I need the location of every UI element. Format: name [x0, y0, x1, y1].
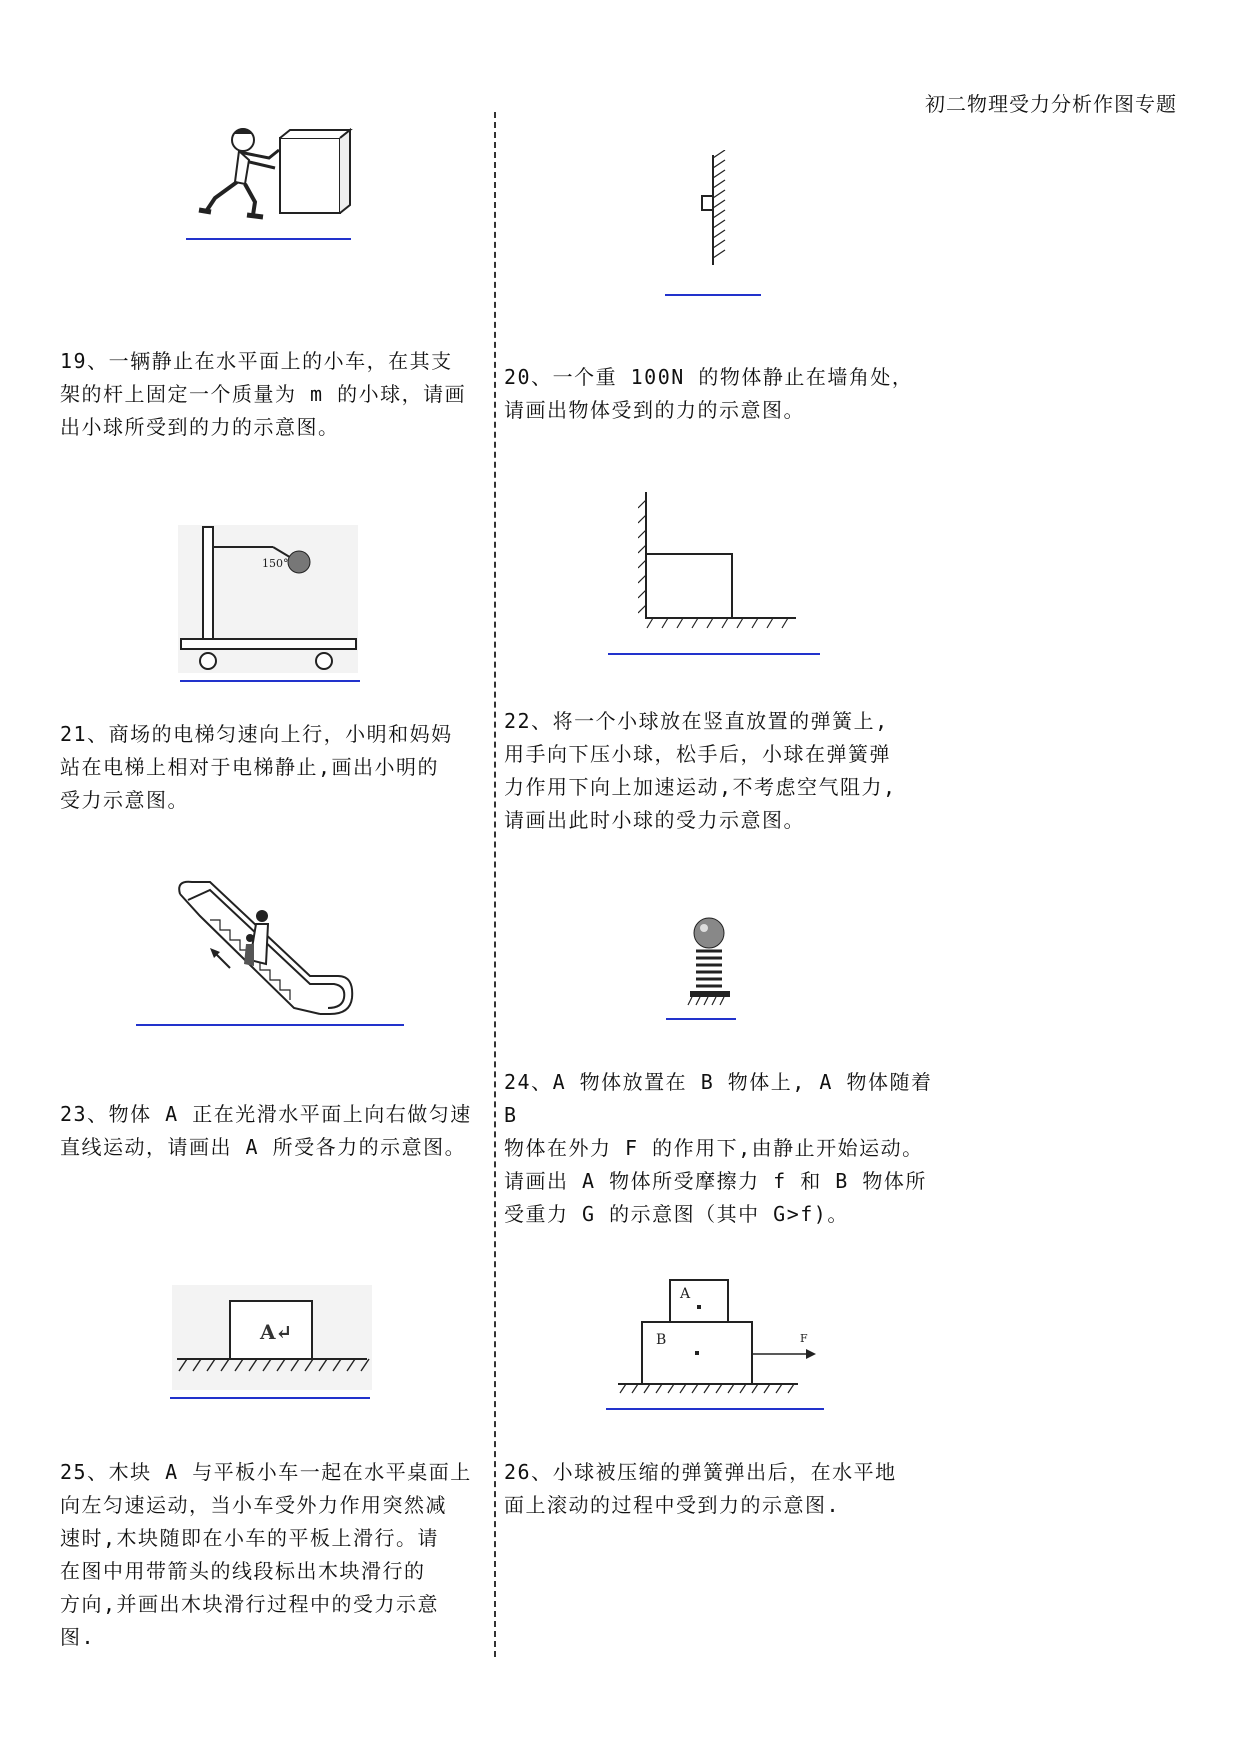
- figure-block-on-wall: [695, 150, 755, 270]
- figure-underline: [665, 294, 761, 296]
- question-24-text: 24、A 物体放置在 B 物体上, A 物体随着 B 物体在外力 F 的作用下,由静止开始运动。 请画出 A 物体所受摩擦力 f 和 B 物体所 受重力 G 的示意图（其中 G>f)。: [504, 1070, 933, 1226]
- figure-underline: [666, 1018, 736, 1020]
- block-a-label-fig24: A: [680, 1286, 691, 1302]
- question-21-text: 21、商场的电梯匀速向上行，小明和妈妈 站在电梯上相对于电梯静止,画出小明的 受力示意图。: [60, 722, 453, 812]
- figure-underline: [180, 680, 360, 682]
- figure-block-a-on-ground: [172, 1285, 372, 1390]
- figure-underline: [170, 1397, 370, 1399]
- question-23-text: 23、物体 A 正在光滑水平面上向右做匀速 直线运动，请画出 A 所受各力的示意图。: [60, 1102, 472, 1159]
- figure-stacked-blocks-force: [618, 1278, 828, 1398]
- figure-underline: [608, 653, 820, 655]
- block-a-label: A↵: [260, 1320, 293, 1344]
- figure-cart-with-ball: [178, 525, 358, 673]
- figure-person-pushing-box: [195, 120, 365, 230]
- question-19-text: 19、一辆静止在水平面上的小车，在其支 架的杆上固定一个质量为 m 的小球，请画 出小球所受到的力的示意图。: [60, 349, 467, 439]
- column-divider: [494, 112, 496, 1657]
- question-22-text: 22、将一个小球放在竖直放置的弹簧上, 用手向下压小球，松手后，小球在弹簧弹 力作用下向上加速运动,不考虑空气阻力, 请画出此时小球的受力示意图。: [504, 709, 897, 832]
- block-b-label: B: [656, 1332, 667, 1348]
- figure-underline: [136, 1024, 404, 1026]
- question-25-text: 25、木块 A 与平板小车一起在水平桌面上 向左匀速运动，当小车受外力作用突然减 速时,木块随即在小车的平板上滑行。请 在图中用带箭头的线段标出木块滑行的 方向,并画出木块滑行过程中的受力示意 图.: [60, 1460, 472, 1649]
- figure-underline: [606, 1408, 824, 1410]
- page-header-title: 初二物理受力分析作图专题: [925, 92, 1177, 116]
- figure-ball-on-spring: [680, 913, 740, 1008]
- figure-escalator: [170, 880, 370, 1020]
- figure-underline: [186, 238, 351, 240]
- question-20-text: 20、一个重 100N 的物体静止在墙角处， 请画出物体受到的力的示意图。: [504, 365, 914, 422]
- question-26-text: 26、小球被压缩的弹簧弹出后，在水平地 面上滚动的过程中受到力的示意图.: [504, 1460, 897, 1517]
- force-f-label: F: [800, 1332, 808, 1345]
- figure-box-in-corner: [638, 490, 798, 635]
- angle-label: 150°: [262, 557, 289, 570]
